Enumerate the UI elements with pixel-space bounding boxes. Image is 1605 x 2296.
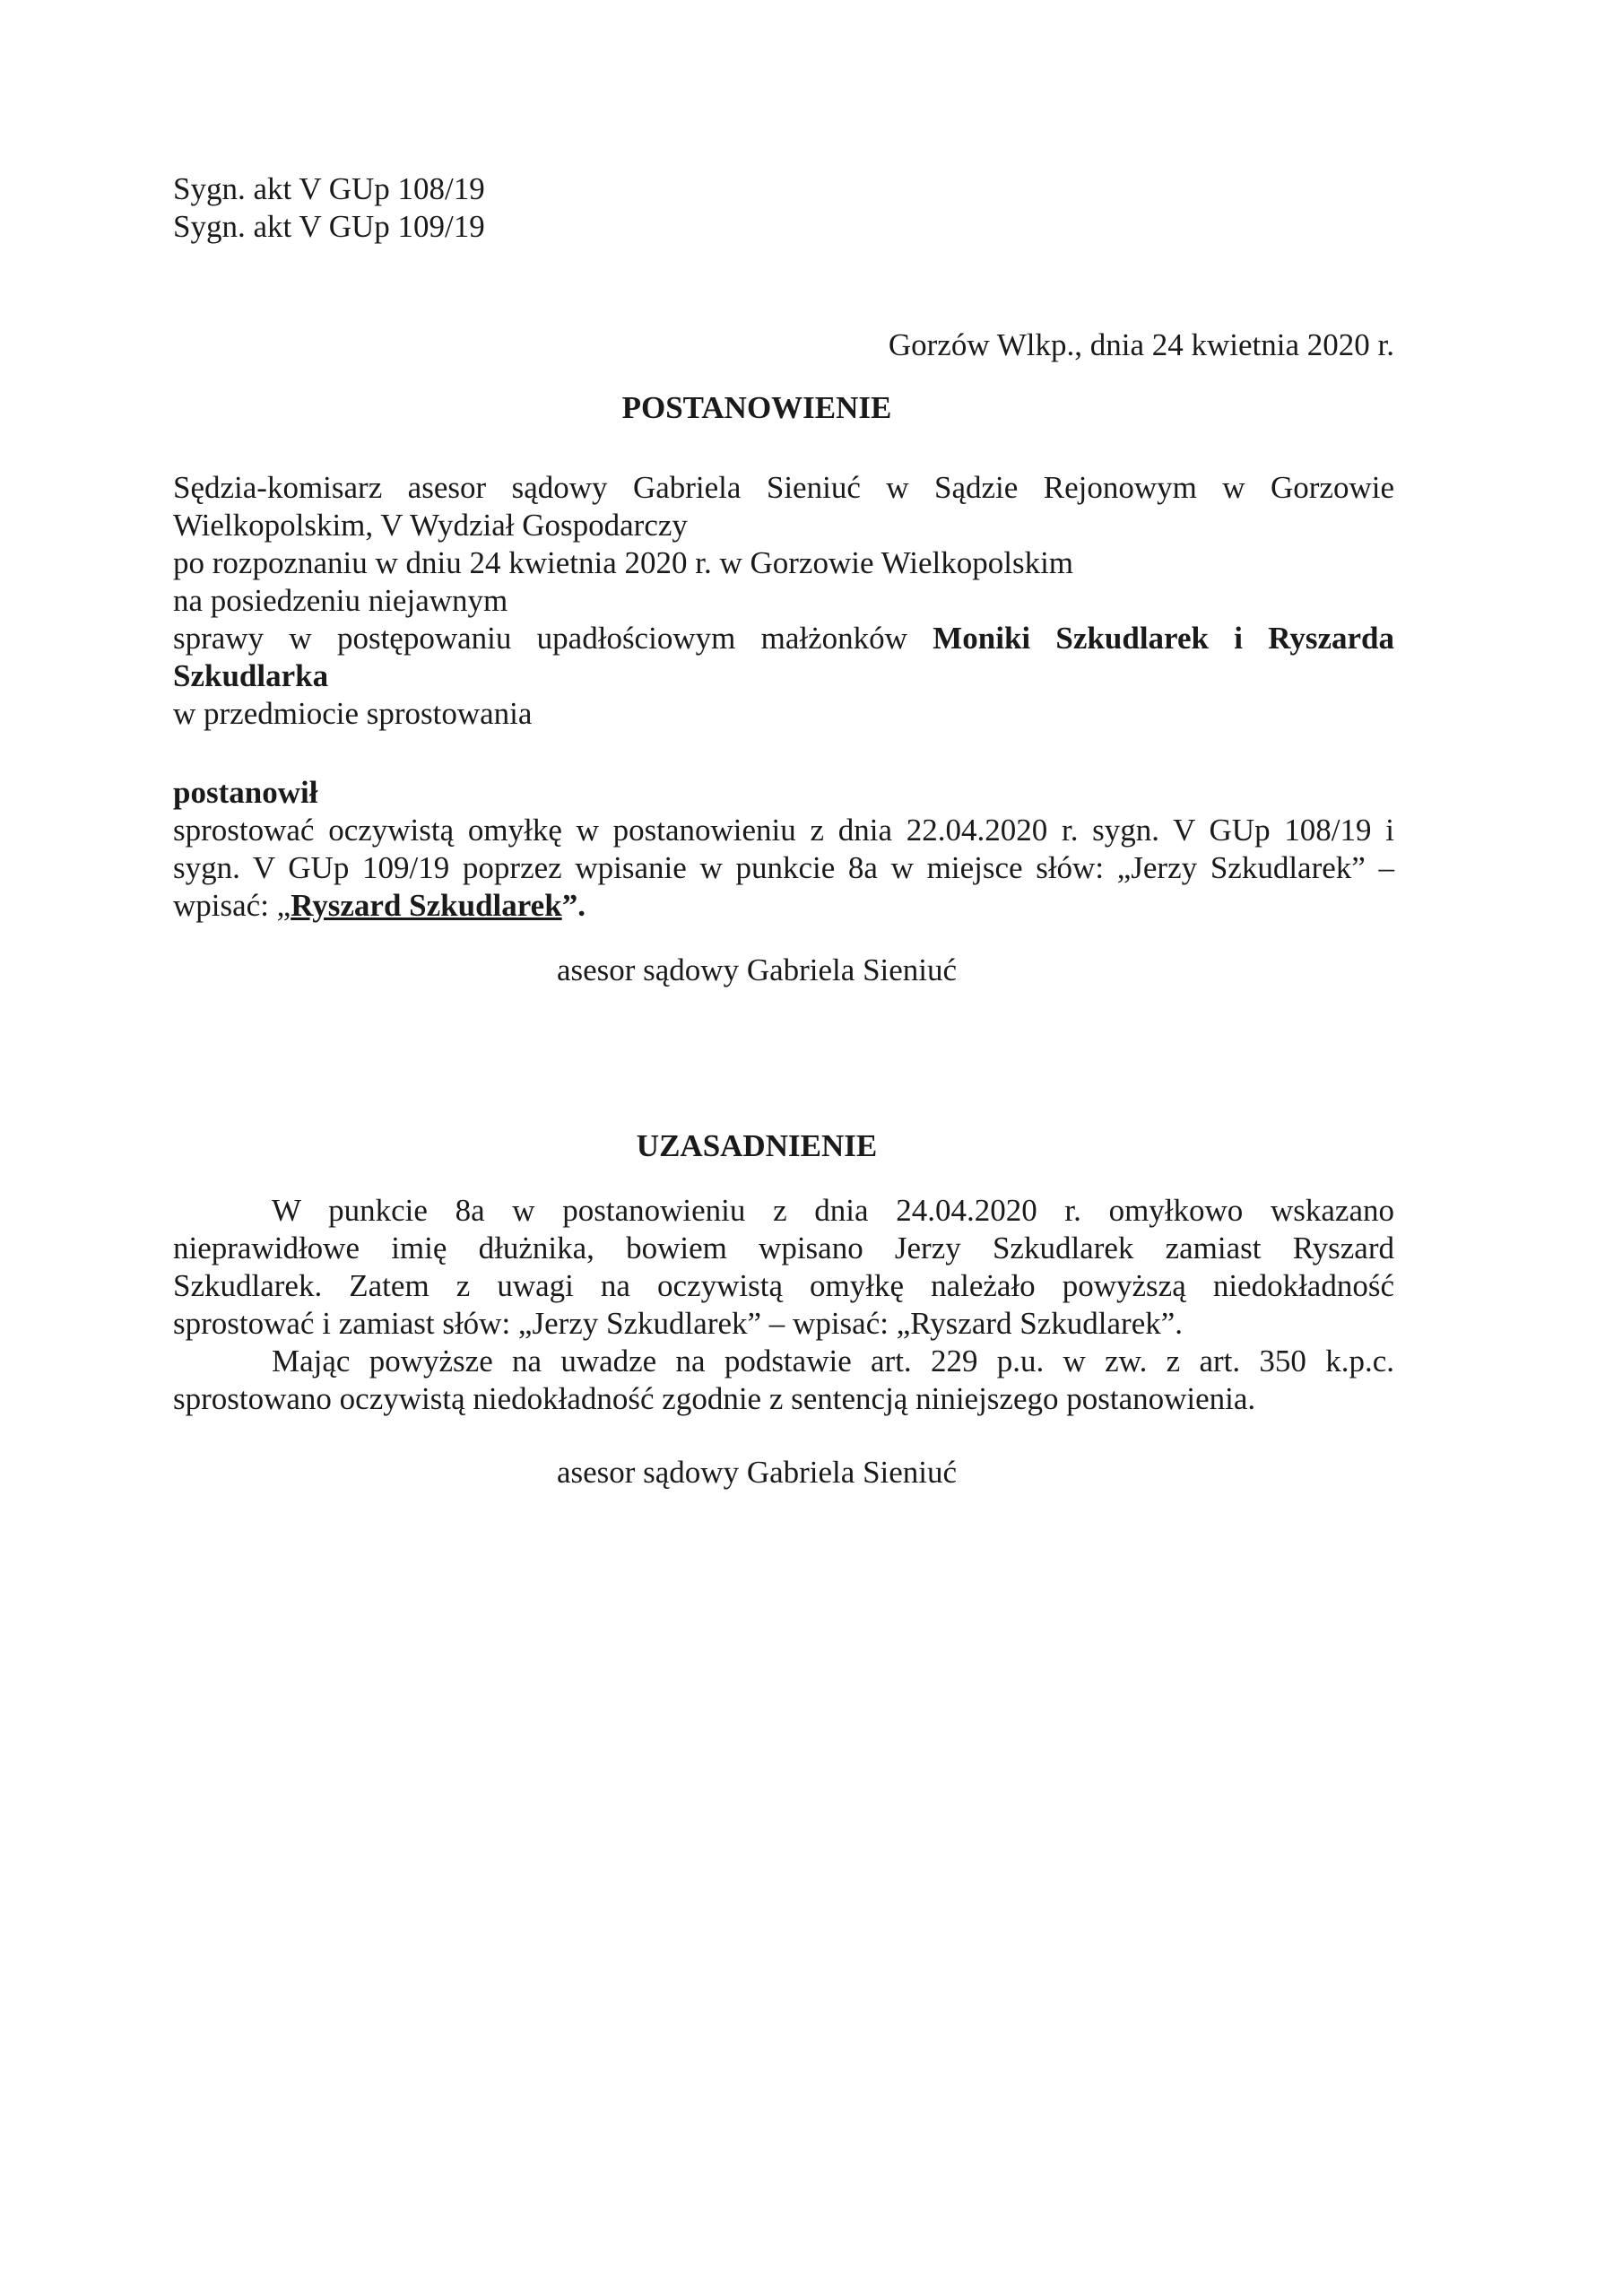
- intro-line-4: na posiedzeniu niejawnym: [173, 583, 508, 618]
- ruling-section: [173, 774, 1394, 925]
- intro-line-5-plain: sprawy w postępowaniu upadłościowym małżonków: [173, 621, 933, 656]
- justification-paragraph-2: [173, 1343, 1394, 1418]
- intro-paragraph: [173, 469, 1394, 733]
- case-number-1: Sygn. akt V GUp 108/19: [173, 171, 485, 206]
- justification-p1-line-1: W punkcie 8a w postanowieniu z dnia 24.04.2020 r. omyłkowo wskazano: [272, 1193, 1394, 1228]
- ruling-line-2: sygn. V GUp 109/19 poprzez wpisanie w punkcie 8a w miejsce słów: „Jerzy Szkudlarek” –: [173, 850, 1394, 885]
- justification-p1-line-3: Szkudlarek. Zatem z uwagi na oczywistą omyłkę należało powyższą niedokładność: [173, 1268, 1394, 1303]
- debtors-names: Moniki Szkudlarek i Ryszarda: [933, 621, 1394, 656]
- justification-p2-line-2: sprostowano oczywistą niedokładność zgodnie z sentencją niniejszego postanowienia.: [173, 1381, 1256, 1416]
- ruling-line-3: [173, 887, 1394, 925]
- ruling-label: postanowił: [173, 775, 318, 810]
- justification-p1-line-2: nieprawidłowe imię dłużnika, bowiem wpisano Jerzy Szkudlarek zamiast Ryszard: [173, 1231, 1394, 1265]
- case-numbers: [173, 170, 1394, 246]
- document-body: [173, 170, 1394, 1492]
- justification-title: UZASADNIENIE: [636, 1128, 878, 1163]
- justification-p1-line-4: sprostować i zamiast słów: „Jerzy Szkudlarek” – wpisać: „Ryszard Szkudlarek”.: [173, 1306, 1184, 1341]
- intro-line-3: po rozpoznaniu w dniu 24 kwietnia 2020 r. w Gorzowie Wielkopolskim: [173, 545, 1074, 580]
- signature-1: asesor sądowy Gabriela Sieniuć: [556, 952, 958, 987]
- decision-title: POSTANOWIENIE: [621, 390, 892, 425]
- case-number-2: Sygn. akt V GUp 109/19: [173, 209, 485, 244]
- corrected-name: Ryszard Szkudlarek: [291, 888, 562, 923]
- ruling-line-3-prefix: wpisać: „: [173, 888, 291, 923]
- intro-line-7: w przedmiocie sprostowania: [173, 696, 533, 731]
- intro-line-1: Sędzia-komisarz asesor sądowy Gabriela Sieniuć w Sądzie Rejonowym w Gorzowie: [173, 470, 1394, 505]
- intro-line-2: Wielkopolskim, V Wydział Gospodarczy: [173, 508, 688, 543]
- justification-p2-line-1: Mając powyższe na uwadze na podstawie art. 229 p.u. w zw. z art. 350 k.p.c.: [272, 1344, 1394, 1378]
- intro-line-6: Szkudlarka: [173, 658, 329, 693]
- signature-2: asesor sądowy Gabriela Sieniuć: [556, 1455, 958, 1490]
- justification-paragraph-1: [173, 1192, 1394, 1343]
- ruling-line-3-suffix: ”.: [561, 888, 586, 923]
- intro-line-5: [173, 620, 1394, 657]
- ruling-line-1: sprostować oczywistą omyłkę w postanowieniu z dnia 22.04.2020 r. sygn. V GUp 108/19 i: [173, 813, 1394, 848]
- place-date: Gorzów Wlkp., dnia 24 kwietnia 2020 r.: [888, 327, 1394, 362]
